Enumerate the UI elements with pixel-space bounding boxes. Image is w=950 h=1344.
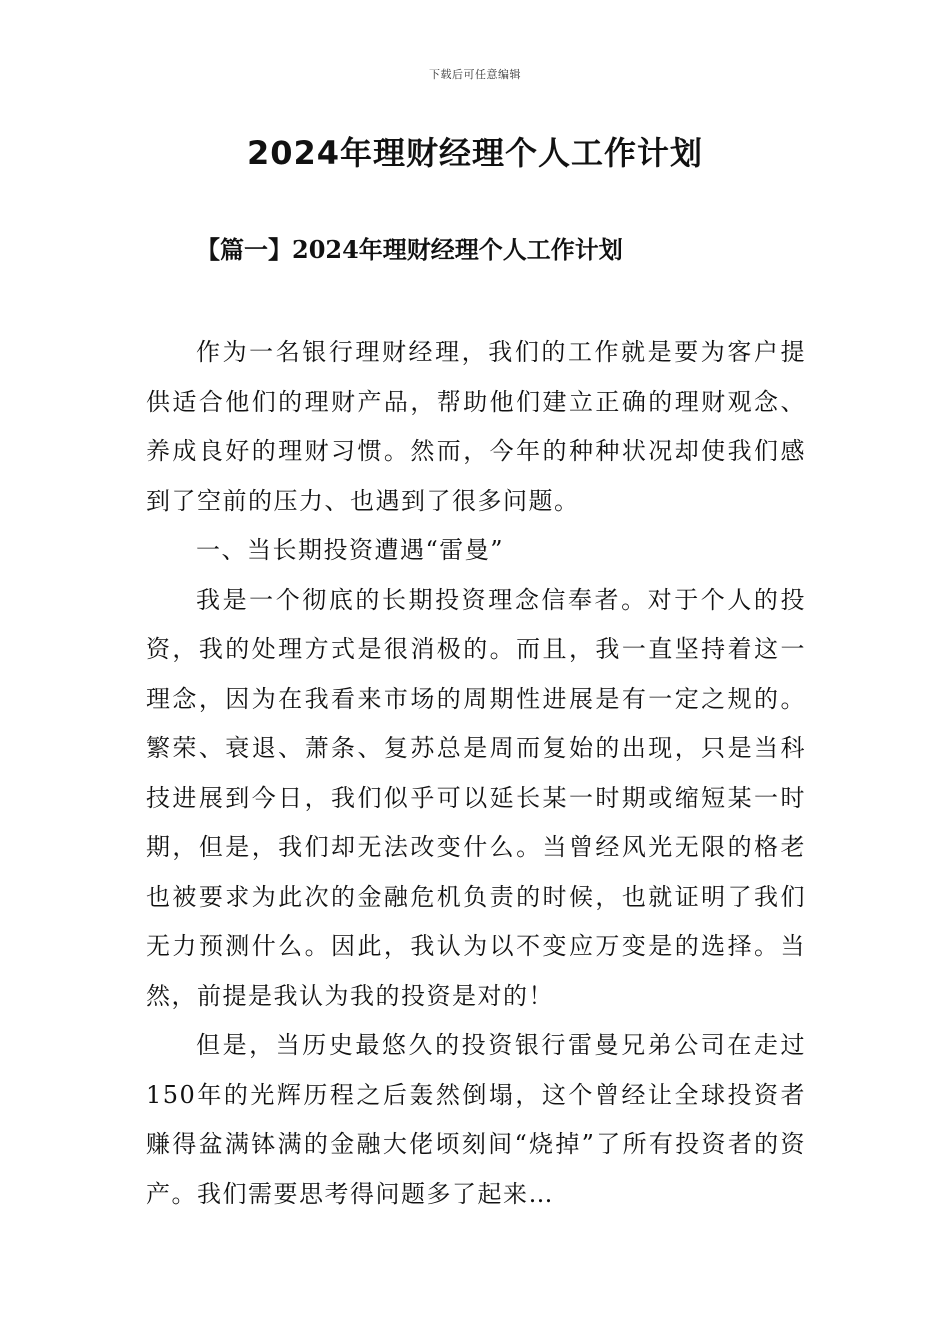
subheading-1: 一、当长期投资遭遇“雷曼” xyxy=(196,536,505,564)
paragraph-long-term-investing: 我是一个彻底的长期投资理念信奉者。对于个人的投资，我的处理方式是很消极的。而且，我一直坚持着这一理念，因为在我看来市场的周期性进展是有一定之规的。繁荣、衰退、萧条、复苏总是周而复始的出现，只是当科技进展到今日，我们似乎可以延长某一时期或缩短某一时期，但是，我们却无法改变什么。当曾经风光无限的格老也被要求为此次的金融危机负责的时候，也就证明了我们无力预测什么。因此，我认为以不变应万变是的选择。当然，前提是我认为我的投资是对的！ xyxy=(146,585,806,1010)
paragraph-intro: 作为一名银行理财经理，我们的工作就是要为客户提供适合他们的理财产品，帮助他们建立正确的理财观念、养成良好的理财习惯。然而，今年的种种状况却使我们感到了空前的压力、也遇到了很多问题。 xyxy=(146,338,806,515)
section-heading: 【篇一】2024年理财经理个人工作计划 xyxy=(196,235,623,264)
document-title: 2024年理财经理个人工作计划 xyxy=(246,134,704,172)
paragraph-lehman: 但是，当历史最悠久的投资银行雷曼兄弟公司在走过150年的光辉历程之后轰然倒塌，这个曾经让全球投资者赚得盆满钵满的金融大佬顷刻间“烧掉”了所有投资者的资产。我们需要思考得问题多了起来… xyxy=(146,1031,806,1208)
document-body xyxy=(146,328,806,1219)
header-note: 下载后可任意编辑 xyxy=(429,68,521,81)
